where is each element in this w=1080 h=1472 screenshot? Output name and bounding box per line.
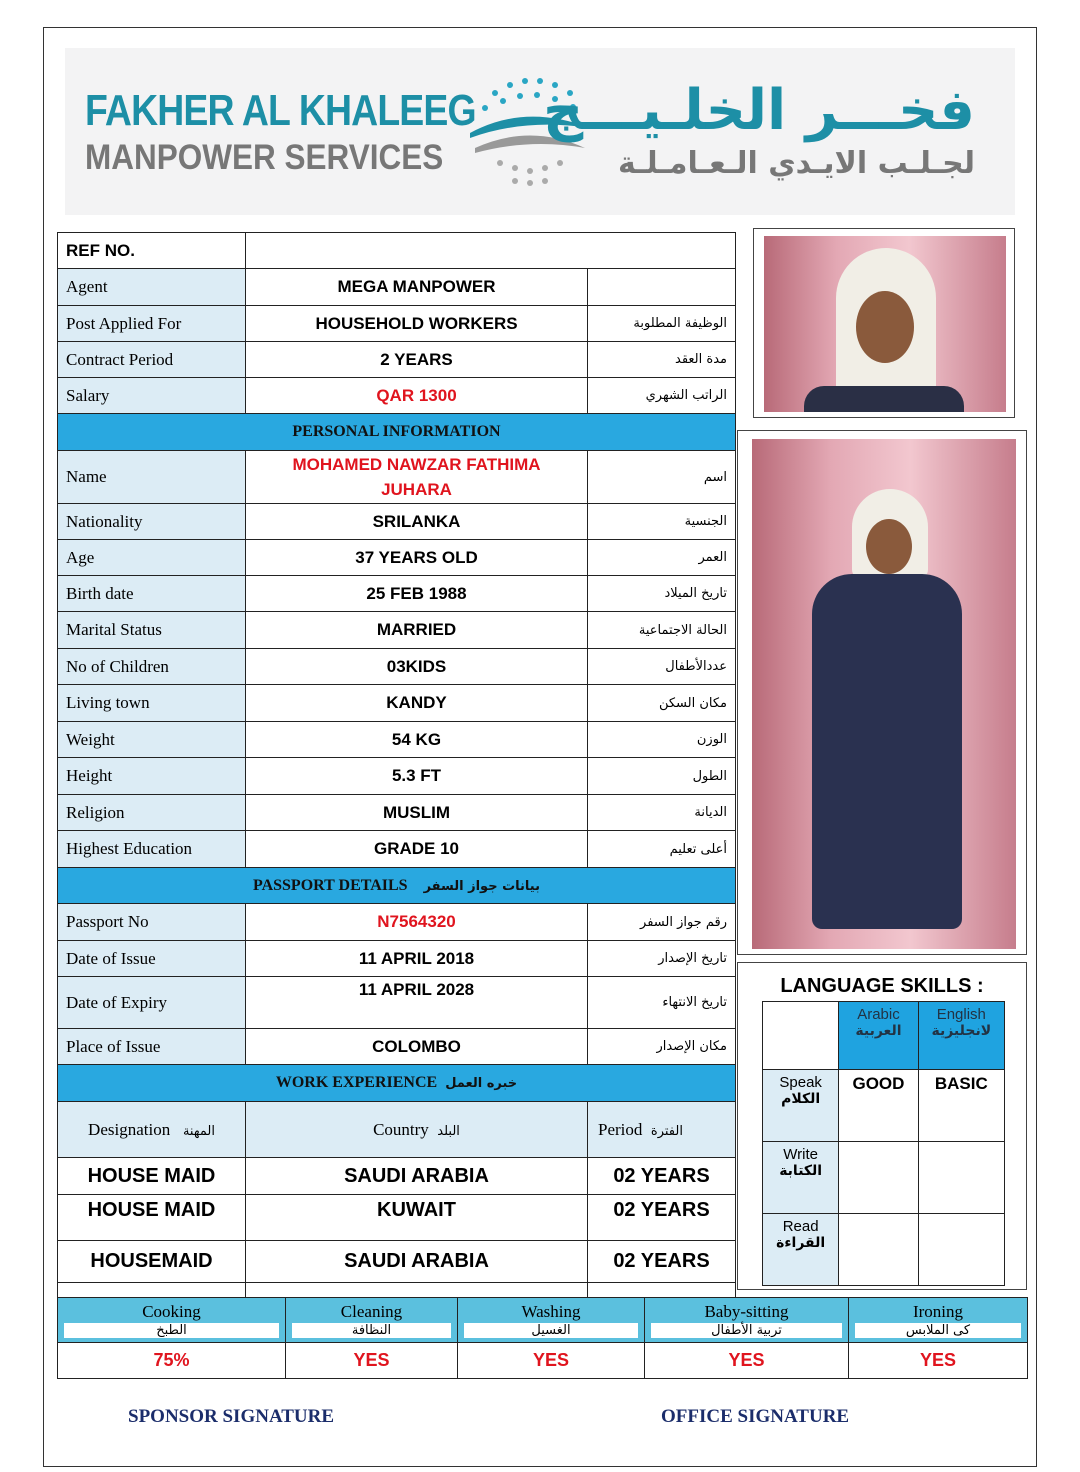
work-designation: HOUSE MAID — [58, 1158, 246, 1195]
education-value: GRADE 10 — [246, 831, 588, 868]
office-signature-label: OFFICE SIGNATURE — [661, 1406, 850, 1427]
skill-cleaning-header — [286, 1298, 458, 1343]
row-en: Write — [783, 1146, 819, 1163]
agent-label: Agent — [58, 269, 246, 306]
skill-en: Cleaning — [340, 1302, 403, 1321]
read-row-label — [763, 1214, 839, 1286]
contract-label: Contract Period — [58, 342, 246, 378]
agent-ar — [588, 269, 736, 306]
blank-corner — [763, 1002, 839, 1070]
work-period: 02 YEARS — [588, 1241, 736, 1283]
company-name-en: FAKHER AL KHALEEG — [85, 86, 476, 135]
education-label: Highest Education — [58, 831, 246, 868]
speak-row-label — [763, 1070, 839, 1142]
education-ar: أعلى تعليم — [588, 831, 736, 868]
row-ar: الكتابة — [779, 1163, 823, 1179]
nationality-ar: الجنسية — [588, 504, 736, 540]
children-value: 03KIDS — [246, 649, 588, 685]
english-col — [918, 1002, 1004, 1070]
row-en: Read — [782, 1218, 819, 1235]
passport-no-ar: رقم جواز السفر — [588, 904, 736, 941]
ref-row — [58, 233, 736, 269]
skill-ar: النظافة — [292, 1323, 451, 1338]
name-row — [58, 451, 736, 504]
read-english-value — [918, 1214, 1004, 1286]
salary-row — [58, 378, 736, 414]
height-ar: الطول — [588, 758, 736, 795]
skill-en: Ironing — [912, 1302, 964, 1321]
work-header — [58, 1065, 736, 1102]
age-value: 37 YEARS OLD — [246, 540, 588, 576]
birthdate-ar: تاريخ الميلاد — [588, 576, 736, 612]
expiry-date-ar: تاريخ الانتهاء — [588, 977, 736, 1029]
country-col — [246, 1102, 588, 1158]
skill-cooking-header — [58, 1298, 286, 1343]
write-arabic-value — [839, 1142, 918, 1214]
write-row-label — [763, 1142, 839, 1214]
weight-label: Weight — [58, 722, 246, 758]
work-period: 02 YEARS — [588, 1158, 736, 1195]
speak-english-value: BASIC — [918, 1070, 1004, 1142]
company-subtitle-en: MANPOWER SERVICES — [85, 138, 444, 177]
skill-en: Washing — [521, 1302, 581, 1321]
place-issue-ar: مكان الإصدار — [588, 1029, 736, 1065]
company-subtitle-ar: لجـلـب الايـدي الـعـامـلـة — [617, 146, 975, 181]
post-row — [58, 306, 736, 342]
portrait-photo — [753, 228, 1015, 418]
col-ar: العربية — [855, 1023, 902, 1039]
applicant-info-table — [57, 232, 736, 1298]
town-value: KANDY — [246, 685, 588, 722]
children-label: No of Children — [58, 649, 246, 685]
name-ar: اسم — [588, 451, 736, 504]
work-designation: HOUSE MAID — [58, 1195, 246, 1241]
salary-label: Salary — [58, 378, 246, 414]
town-label: Living town — [58, 685, 246, 722]
passport-header-en: PASSPORT DETAILS — [252, 876, 408, 894]
marital-value: MARRIED — [246, 612, 588, 649]
col-en: English — [936, 1006, 986, 1023]
work-country: SAUDI ARABIA — [246, 1158, 588, 1195]
skill-en: Cooking — [142, 1302, 201, 1321]
language-skills-table — [762, 1001, 1005, 1286]
contract-row — [58, 342, 736, 378]
children-ar: عددالأطفال — [588, 649, 736, 685]
marital-label: Marital Status — [58, 612, 246, 649]
designation-col-en: Designation — [88, 1119, 171, 1139]
col-en: Arabic — [857, 1006, 900, 1023]
passport-header — [58, 868, 736, 904]
arabic-col — [839, 1002, 918, 1070]
birthdate-label: Birth date — [58, 576, 246, 612]
birthdate-value: 25 FEB 1988 — [246, 576, 588, 612]
height-label: Height — [58, 758, 246, 795]
read-arabic-value — [839, 1214, 918, 1286]
company-name-ar: فخـــر الخلـيـــج — [542, 78, 975, 143]
religion-value: MUSLIM — [246, 795, 588, 831]
ref-value — [246, 233, 736, 269]
period-col-en: Period — [598, 1119, 643, 1139]
issue-date-ar: تاريخ الإصدار — [588, 941, 736, 977]
ref-label: REF NO. — [58, 233, 246, 269]
period-col-ar: الفترة — [650, 1123, 683, 1139]
skill-en: Baby-sitting — [704, 1302, 789, 1321]
skill-ar: تربية الأطفال — [651, 1323, 842, 1338]
agent-row — [58, 269, 736, 306]
issue-date-label: Date of Issue — [58, 941, 246, 977]
language-skills-box — [737, 962, 1027, 1290]
country-col-en: Country — [373, 1119, 429, 1139]
write-english-value — [918, 1142, 1004, 1214]
row-ar: القراءة — [776, 1235, 826, 1251]
country-col-ar: البلد — [437, 1123, 460, 1139]
language-skills-title: LANGUAGE SKILLS : — [780, 975, 984, 997]
skill-babysitting-value: YES — [645, 1343, 849, 1379]
work-row — [58, 1195, 736, 1241]
work-period: 02 YEARS — [588, 1195, 736, 1241]
designation-col — [58, 1102, 246, 1158]
nationality-label: Nationality — [58, 504, 246, 540]
expiry-date-label: Date of Expiry — [58, 977, 246, 1029]
full-body-photo — [737, 430, 1027, 955]
skill-ironing-value: YES — [849, 1343, 1028, 1379]
skill-washing-value: YES — [458, 1343, 645, 1379]
work-columns-row — [58, 1102, 736, 1158]
age-ar: العمر — [588, 540, 736, 576]
passport-header-ar: بيانات جواز السفر — [423, 878, 540, 894]
weight-value: 54 KG — [246, 722, 588, 758]
work-header-ar: خبره العمل — [445, 1076, 518, 1091]
nationality-value: SRILANKA — [246, 504, 588, 540]
name-label: Name — [58, 451, 246, 504]
period-col — [588, 1102, 736, 1158]
height-value: 5.3 FT — [246, 758, 588, 795]
row-ar: الكلام — [781, 1091, 821, 1107]
post-value: HOUSEHOLD WORKERS — [246, 306, 588, 342]
skill-washing-header — [458, 1298, 645, 1343]
age-label: Age — [58, 540, 246, 576]
salary-value: QAR 1300 — [246, 378, 588, 414]
agent-value: MEGA MANPOWER — [246, 269, 588, 306]
weight-ar: الوزن — [588, 722, 736, 758]
post-ar: الوظيفة المطلوبة — [588, 306, 736, 342]
salary-ar: الراتب الشهري — [588, 378, 736, 414]
contract-value: 2 YEARS — [246, 342, 588, 378]
passport-no-value: N7564320 — [246, 904, 588, 941]
religion-label: Religion — [58, 795, 246, 831]
work-designation: HOUSEMAID — [58, 1241, 246, 1283]
religion-ar: الديانة — [588, 795, 736, 831]
skill-cleaning-value: YES — [286, 1343, 458, 1379]
work-header-en: WORK EXPERIENCE — [275, 1074, 438, 1091]
work-row-empty — [58, 1283, 736, 1298]
contract-ar: مدة العقد — [588, 342, 736, 378]
place-issue-value: COLOMBO — [246, 1029, 588, 1065]
name-value: MOHAMED NAWZAR FATHIMA JUHARA — [246, 451, 588, 504]
skill-babysitting-header — [645, 1298, 849, 1343]
town-ar: مكان السكن — [588, 685, 736, 722]
passport-no-label: Passport No — [58, 904, 246, 941]
marital-ar: الحالة الاجتماعية — [588, 612, 736, 649]
place-issue-label: Place of Issue — [58, 1029, 246, 1065]
personal-info-header: PERSONAL INFORMATION — [58, 414, 736, 451]
skill-ar: الطبخ — [64, 1323, 279, 1338]
expiry-date-value: 11 APRIL 2028 — [246, 977, 588, 1029]
skill-ar: كى الملابس — [855, 1323, 1021, 1338]
col-ar: لانجليزية — [931, 1023, 992, 1039]
post-label: Post Applied For — [58, 306, 246, 342]
work-country: KUWAIT — [246, 1195, 588, 1241]
work-row — [58, 1241, 736, 1283]
work-row — [58, 1158, 736, 1195]
skills-table — [57, 1297, 1028, 1379]
issue-date-value: 11 APRIL 2018 — [246, 941, 588, 977]
work-country: SAUDI ARABIA — [246, 1241, 588, 1283]
speak-arabic-value: GOOD — [839, 1070, 918, 1142]
designation-col-ar: المهنة — [182, 1123, 215, 1139]
skill-cooking-value: 75% — [58, 1343, 286, 1379]
skill-ar: الغسيل — [464, 1323, 638, 1338]
skill-ironing-header — [849, 1298, 1028, 1343]
sponsor-signature-label: SPONSOR SIGNATURE — [128, 1406, 335, 1427]
company-logo-banner — [65, 48, 1015, 215]
row-en: Speak — [779, 1074, 822, 1091]
